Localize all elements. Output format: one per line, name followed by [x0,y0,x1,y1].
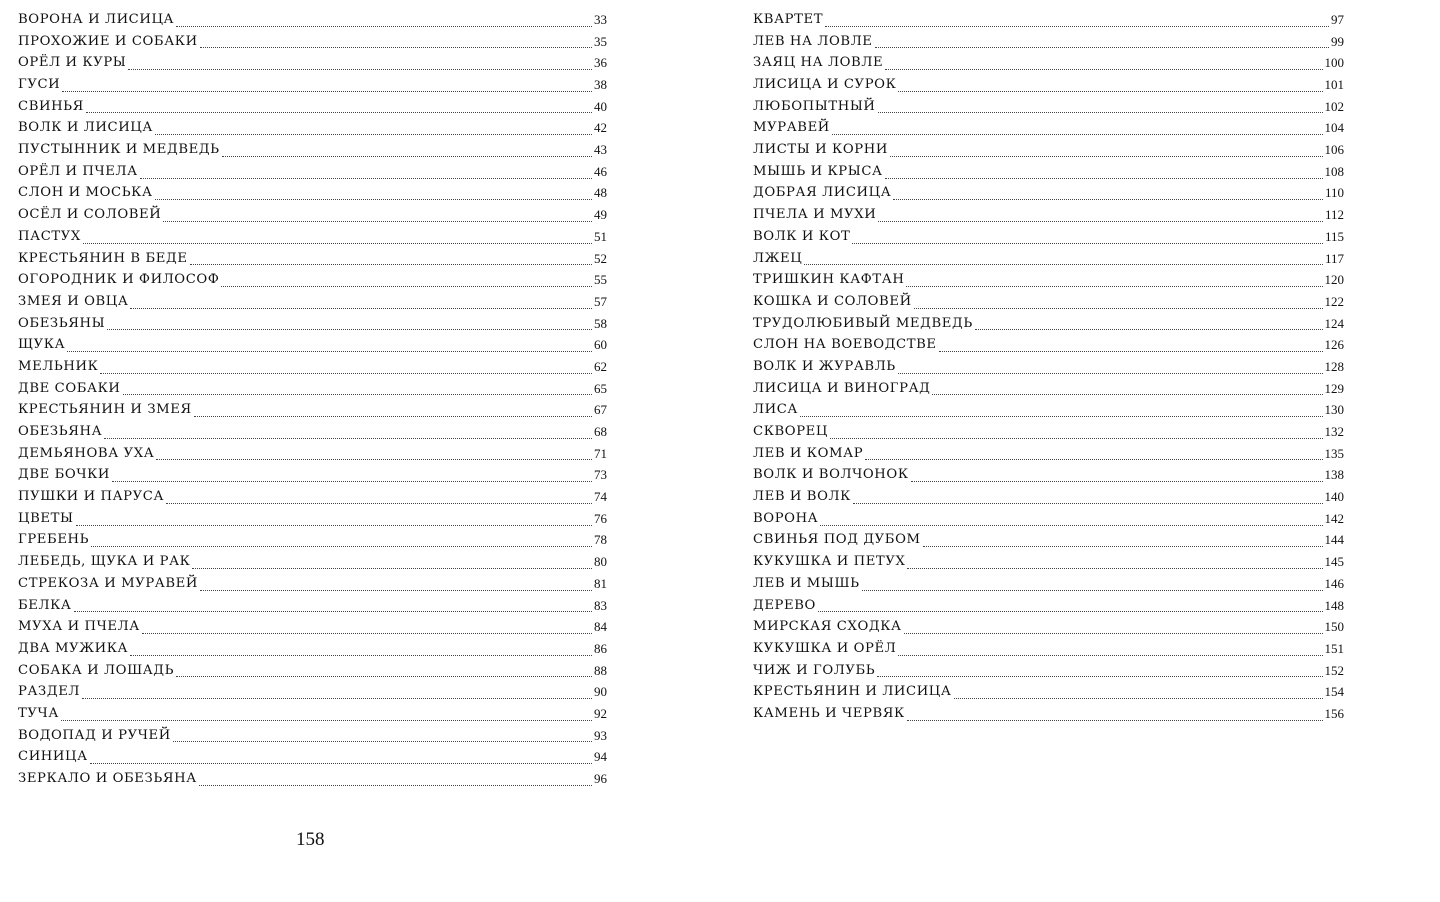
dot-leader [130,292,592,309]
dot-leader [875,31,1329,48]
dot-leader [194,400,592,417]
dot-leader [128,53,592,70]
toc-entry-title: МУРАВЕЙ [753,120,830,136]
dot-leader [898,357,1323,374]
dot-leader [83,227,592,244]
dot-leader [830,422,1323,439]
toc-entry-title: СКВОРЕЦ [753,424,828,440]
toc-entry-page: 78 [594,532,607,548]
toc-entry [18,681,607,703]
toc-entry-page: 156 [1324,705,1344,721]
toc-entry-page: 135 [1324,445,1344,461]
dot-leader [800,400,1323,417]
dot-leader [820,509,1322,526]
dot-leader [176,660,592,677]
dot-leader [877,660,1322,677]
toc-entry [753,681,1344,703]
toc-entry-title: МУХА И ПЧЕЛА [18,619,140,635]
dot-leader [90,747,592,764]
toc-entry-title: ЛЮБОПЫТНЫЙ [753,98,876,114]
toc-entry [753,421,1344,443]
dot-leader [130,639,592,656]
toc-entry-page: 67 [594,402,607,418]
toc-entry [18,595,607,617]
toc-entry-page: 48 [594,185,607,201]
toc-entry-title: ВОЛК И ЖУРАВЛЬ [753,358,896,374]
toc-entry-page: 38 [594,77,607,93]
toc-entry-page: 83 [594,597,607,613]
toc-entry-title: ДЕРЕВО [753,597,816,613]
dot-leader [222,140,592,157]
toc-entry-title: КОШКА И СОЛОВЕЙ [753,293,912,309]
page-number: 158 [296,829,325,850]
toc-entry [753,616,1344,638]
toc-entry [18,183,607,205]
toc-entry-title: ПРОХОЖИЕ И СОБАКИ [18,33,198,49]
toc-entry-title: ТРИШКИН КАФТАН [753,272,905,288]
toc-entry-title: РАЗДЕЛ [18,684,81,700]
toc-entry-page: 106 [1324,142,1344,158]
toc-entry [18,638,607,660]
toc-entry [18,139,607,161]
toc-entry-page: 128 [1324,358,1344,374]
toc-entry-title: КРЕСТЬЯНИН И ЛИСИЦА [753,684,952,700]
toc-entry-page: 130 [1324,402,1344,418]
dot-leader [907,552,1322,569]
dot-leader [173,725,592,742]
dot-leader [104,422,592,439]
toc-entry-title: ТУЧА [18,705,59,721]
toc-entry-page: 51 [594,228,607,244]
toc-entry-title: ДВЕ СОБАКИ [18,380,121,396]
toc-entry [753,117,1344,139]
dot-leader [914,292,1323,309]
toc-entry-page: 126 [1324,337,1344,353]
toc-entry [18,378,607,400]
dot-leader [939,335,1323,352]
toc-entry-title: МИРСКАЯ СХОДКА [753,619,902,635]
toc-entry-title: СОБАКА И ЛОШАДЬ [18,662,175,678]
toc-entry [753,595,1344,617]
dot-leader [862,574,1323,591]
toc-entry-title: ЧИЖ И ГОЛУБЬ [753,662,876,678]
toc-entry-page: 94 [594,749,607,765]
toc-entry-page: 74 [594,489,607,505]
toc-entry-title: СВИНЬЯ ПОД ДУБОМ [753,532,921,548]
dot-leader [62,75,592,92]
dot-leader [86,96,592,113]
toc-entry [18,703,607,725]
dot-leader [878,96,1323,113]
toc-entry-title: ЛИСА [753,402,798,418]
toc-entry-page: 120 [1324,272,1344,288]
dot-leader [893,183,1323,200]
toc-entry [753,508,1344,530]
toc-entry-page: 93 [594,727,607,743]
dot-leader [190,248,592,265]
dot-leader [898,75,1322,92]
toc-entry-page: 132 [1324,424,1344,440]
dot-leader [818,595,1323,612]
toc-entry [18,551,607,573]
toc-entry [753,204,1344,226]
toc-entry-title: ДВЕ БОЧКИ [18,467,111,483]
toc-entry-page: 71 [594,445,607,461]
dot-leader [112,465,592,482]
toc-entry-page: 110 [1324,185,1344,201]
toc-entry-title: ЛЕВ И МЫШЬ [753,575,860,591]
toc-entry [18,117,607,139]
toc-entry [753,52,1344,74]
dot-leader [911,465,1323,482]
toc-entry-page: 58 [594,315,607,331]
toc-entry-page: 101 [1324,77,1344,93]
toc-entry-page: 151 [1324,640,1344,656]
toc-right-column [753,9,1344,725]
toc-entry [18,464,607,486]
toc-entry [18,508,607,530]
toc-entry-page: 46 [594,163,607,179]
toc-entry-title: ПАСТУХ [18,228,81,244]
toc-entry-page: 97 [1331,11,1344,27]
toc-entry [753,660,1344,682]
toc-entry-title: СЛОН И МОСЬКА [18,185,153,201]
dot-leader [156,443,592,460]
toc-entry-page: 102 [1324,98,1344,114]
toc-entry-title: ОРЁЛ И КУРЫ [18,55,127,71]
toc-entry-page: 92 [594,705,607,721]
toc-entry [753,269,1344,291]
toc-entry [18,399,607,421]
dot-leader [890,140,1323,157]
toc-entry-page: 154 [1324,684,1344,700]
toc-entry [18,356,607,378]
dot-leader [82,682,592,699]
dot-leader [898,639,1322,656]
dot-leader [67,335,592,352]
toc-entry [18,291,607,313]
toc-entry-page: 150 [1324,619,1344,635]
dot-leader [904,617,1323,634]
toc-entry-page: 142 [1324,510,1344,526]
toc-entry [753,573,1344,595]
dot-leader [107,313,592,330]
toc-entry [18,74,607,96]
toc-entry [753,703,1344,725]
dot-leader [155,183,592,200]
toc-entry [18,530,607,552]
dot-leader [825,10,1329,27]
toc-entry-title: ЛЖЕЦ [753,250,803,266]
toc-entry [18,313,607,335]
toc-entry-page: 86 [594,640,607,656]
toc-entry-title: ПЧЕЛА И МУХИ [753,207,877,223]
toc-entry-title: ОГОРОДНИК И ФИЛОСОФ [18,272,220,288]
toc-entry [753,334,1344,356]
toc-entry [18,204,607,226]
toc-entry-title: ВОЛК И ЛИСИЦА [18,120,153,136]
toc-entry-title: ОРЁЛ И ПЧЕЛА [18,163,138,179]
toc-entry-page: 99 [1331,33,1344,49]
toc-entry-title: ЦВЕТЫ [18,510,74,526]
toc-entry-page: 145 [1324,554,1344,570]
dot-leader [832,118,1323,135]
toc-entry-title: КУКУШКА И ОРЁЛ [753,640,897,656]
toc-entry-page: 73 [594,467,607,483]
toc-entry-title: СЛОН НА ВОЕВОДСТВЕ [753,337,937,353]
toc-entry [18,443,607,465]
toc-entry [753,464,1344,486]
toc-entry-title: ПУСТЫННИК И МЕДВЕДЬ [18,142,220,158]
toc-entry-title: СИНИЦА [18,749,88,765]
toc-entry-page: 146 [1324,575,1344,591]
toc-entry-title: КУКУШКА И ПЕТУХ [753,554,906,570]
toc-entry-title: СВИНЬЯ [18,98,84,114]
toc-entry-title: ДОБРАЯ ЛИСИЦА [753,185,892,201]
dot-leader [878,205,1323,222]
dot-leader [865,443,1322,460]
dot-leader [804,248,1323,265]
toc-entry-title: ЛИСИЦА И СУРОК [753,77,897,93]
toc-entry-page: 57 [594,293,607,309]
toc-entry [753,551,1344,573]
toc-entry [18,660,607,682]
toc-entry-title: ГУСИ [18,77,61,93]
dot-leader [853,487,1323,504]
toc-entry-title: ДЕМЬЯНОВА УХА [18,445,155,461]
dot-leader [923,530,1323,547]
toc-entry-page: 152 [1324,662,1344,678]
dot-leader [74,595,592,612]
dot-leader [954,682,1323,699]
toc-entry-page: 35 [594,33,607,49]
toc-entry-title: КРЕСТЬЯНИН В БЕДЕ [18,250,188,266]
toc-entry [753,31,1344,53]
dot-leader [163,205,592,222]
toc-entry [753,226,1344,248]
toc-entry [18,486,607,508]
dot-leader [975,313,1323,330]
toc-entry-page: 42 [594,120,607,136]
dot-leader [906,270,1322,287]
toc-entry [18,269,607,291]
dot-leader [200,31,592,48]
dot-leader [885,162,1323,179]
toc-entry-title: КВАРТЕТ [753,11,824,27]
toc-entry-page: 49 [594,207,607,223]
toc-entry-title: ЛИСИЦА И ВИНОГРАД [753,380,931,396]
toc-entry [18,421,607,443]
toc-entry-title: ЛЕБЕДЬ, ЩУКА И РАК [18,554,191,570]
toc-entry [753,486,1344,508]
dot-leader [192,552,592,569]
toc-entry-title: ЛЕВ НА ЛОВЛЕ [753,33,873,49]
toc-entry-page: 80 [594,554,607,570]
dot-leader [852,227,1323,244]
dot-leader [155,118,592,135]
toc-entry [18,31,607,53]
toc-entry-page: 122 [1324,293,1344,309]
toc-entry [753,378,1344,400]
toc-entry-page: 36 [594,55,607,71]
toc-entry-page: 68 [594,424,607,440]
toc-entry [753,530,1344,552]
toc-entry-title: ГРЕБЕНЬ [18,532,90,548]
toc-entry-title: ПУШКИ И ПАРУСА [18,489,165,505]
dot-leader [76,509,592,526]
toc-entry-page: 84 [594,619,607,635]
toc-entry-title: ДВА МУЖИКА [18,640,129,656]
toc-entry-page: 90 [594,684,607,700]
toc-entry [18,768,607,790]
toc-entry [753,74,1344,96]
toc-entry-page: 40 [594,98,607,114]
toc-entry-page: 108 [1324,163,1344,179]
toc-entry [18,616,607,638]
toc-entry-title: ВОРОНА [753,510,819,526]
toc-entry-title: ЗАЯЦ НА ЛОВЛЕ [753,55,884,71]
toc-entry-title: ТРУДОЛЮБИВЫЙ МЕДВЕДЬ [753,315,973,331]
dot-leader [176,10,592,27]
toc-entry [753,399,1344,421]
toc-entry [18,248,607,270]
toc-entry [753,638,1344,660]
toc-entry-title: МЫШЬ И КРЫСА [753,163,883,179]
toc-entry [753,139,1344,161]
toc-left-column [18,9,607,790]
dot-leader [932,378,1322,395]
toc-entry [753,9,1344,31]
toc-entry-page: 76 [594,510,607,526]
dot-leader [140,162,592,179]
toc-entry-title: КРЕСТЬЯНИН И ЗМЕЯ [18,402,192,418]
dot-leader [100,357,592,374]
toc-entry-title: ВОРОНА И ЛИСИЦА [18,11,175,27]
toc-entry-title: ВОЛК И КОТ [753,228,851,244]
toc-entry-title: КАМЕНЬ И ЧЕРВЯК [753,705,905,721]
toc-entry-title: ВОДОПАД И РУЧЕЙ [18,727,171,743]
toc-entry-title: ЩУКА [18,337,66,353]
dot-leader [885,53,1322,70]
toc-entry-page: 100 [1324,55,1344,71]
toc-entry-title: СТРЕКОЗА И МУРАВЕЙ [18,575,199,591]
toc-entry-title: МЕЛЬНИК [18,358,99,374]
toc-entry-page: 117 [1324,250,1344,266]
toc-entry [753,183,1344,205]
toc-entry [753,248,1344,270]
toc-entry [753,313,1344,335]
toc-entry-title: ВОЛК И ВОЛЧОНОК [753,467,909,483]
dot-leader [907,704,1323,721]
toc-entry [18,334,607,356]
toc-entry-page: 124 [1324,315,1344,331]
toc-entry-title: ЛИСТЫ И КОРНИ [753,142,888,158]
toc-entry [18,573,607,595]
dot-leader [61,704,592,721]
toc-entry-title: ЛЕВ И КОМАР [753,445,864,461]
dot-leader [123,378,592,395]
toc-entry-page: 55 [594,272,607,288]
toc-entry-page: 81 [594,575,607,591]
toc-entry-title: ОСЁЛ И СОЛОВЕЙ [18,207,162,223]
toc-entry-page: 33 [594,11,607,27]
dot-leader [91,530,592,547]
toc-entry-title: ЗЕРКАЛО И ОБЕЗЬЯНА [18,771,197,787]
toc-entry-page: 65 [594,380,607,396]
toc-entry-page: 88 [594,662,607,678]
toc-entry-page: 52 [594,250,607,266]
toc-entry-page: 104 [1324,120,1344,136]
toc-entry-page: 115 [1324,228,1344,244]
toc-entry-page: 43 [594,142,607,158]
dot-leader [200,574,592,591]
toc-entry-title: ОБЕЗЬЯНА [18,424,103,440]
toc-entry-title: ЗМЕЯ И ОВЦА [18,293,129,309]
dot-leader [221,270,592,287]
toc-entry-page: 144 [1324,532,1344,548]
toc-entry [18,161,607,183]
toc-entry [18,96,607,118]
toc-entry [753,161,1344,183]
toc-entry [18,746,607,768]
toc-entry-page: 148 [1324,597,1344,613]
toc-entry-page: 96 [594,771,607,787]
toc-entry [18,725,607,747]
toc-entry-page: 60 [594,337,607,353]
toc-entry-title: ЛЕВ И ВОЛК [753,489,851,505]
dot-leader [166,487,592,504]
dot-leader [142,617,592,634]
toc-entry [753,96,1344,118]
dot-leader [199,769,592,786]
toc-entry-page: 138 [1324,467,1344,483]
toc-entry [18,9,607,31]
toc-entry [18,226,607,248]
toc-entry-page: 112 [1324,207,1344,223]
toc-entry-page: 140 [1324,489,1344,505]
toc-entry-page: 129 [1324,380,1344,396]
toc-entry-title: ОБЕЗЬЯНЫ [18,315,106,331]
toc-entry-title: БЕЛКА [18,597,72,613]
toc-entry [18,52,607,74]
toc-entry-page: 62 [594,358,607,374]
toc-entry [753,443,1344,465]
toc-entry [753,356,1344,378]
toc-entry [753,291,1344,313]
